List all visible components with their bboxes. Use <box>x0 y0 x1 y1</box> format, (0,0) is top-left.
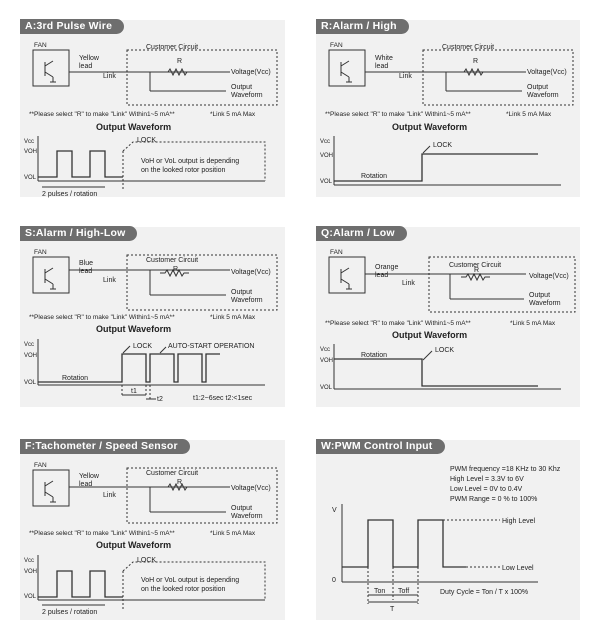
link-label: Link <box>399 73 412 80</box>
fan-label: FAN <box>330 249 343 256</box>
fan-label: FAN <box>34 462 47 469</box>
vcc-label: Vcc <box>24 139 35 145</box>
lock-label: LOCK <box>435 347 455 354</box>
lead-word: lead <box>79 481 93 488</box>
link-label: Link <box>103 277 116 284</box>
waveform-title: Output Waveform <box>392 330 468 340</box>
waveform-title: Output Waveform <box>96 540 172 550</box>
duty-cycle-formula: Duty Cycle = Ton / T x 100% <box>440 589 529 596</box>
voh-label: VOH <box>320 153 334 159</box>
panel-f <box>20 440 285 620</box>
zero-label: 0 <box>332 577 336 584</box>
customer-circuit-label: Customer Circuit <box>442 44 495 51</box>
link-label: Link <box>103 492 116 499</box>
description-line1: VoH or VoL output is depending <box>141 577 240 584</box>
fan-label: FAN <box>34 42 47 49</box>
transistor-icon <box>341 61 352 82</box>
resistor-icon <box>163 69 192 75</box>
vol-label: VOL <box>24 380 37 386</box>
spec-high-level: High Level = 3.3V to 6V <box>450 476 524 483</box>
vol-label: VOL <box>320 385 333 391</box>
note: **Please select "R" to make "Link" Within1~5 mA** <box>325 111 471 118</box>
lock-label: LOCK <box>133 343 153 350</box>
fan-box <box>33 50 69 86</box>
waveform-title: Output Waveform <box>96 122 172 132</box>
fan-label: FAN <box>330 42 343 49</box>
t2-label: t2 <box>157 396 163 403</box>
panel-q-title: Q:Alarm / Low <box>316 226 407 241</box>
transistor-icon <box>45 481 56 502</box>
lock-label: LOCK <box>137 557 157 564</box>
lead-color: Blue <box>79 260 94 267</box>
lock-label: LOCK <box>433 142 453 149</box>
vcc-label: Vcc <box>320 347 331 353</box>
high-level-label: High Level <box>502 518 536 525</box>
fan-box <box>33 470 69 506</box>
lead-word: lead <box>375 272 389 279</box>
link-max: *Link 5 mA Max <box>210 111 256 118</box>
panel-s-title: S:Alarm / High-Low <box>20 226 137 241</box>
voltage-label: Voltage(Vcc) <box>231 269 271 276</box>
description-line1: VoH or VoL output is depending <box>141 158 240 165</box>
voh-label: VOH <box>24 149 38 155</box>
link-max: *Link 5 mA Max <box>510 320 556 327</box>
waveform-label: Waveform <box>527 92 559 99</box>
vcc-label: Vcc <box>24 342 35 348</box>
output-wave <box>38 571 123 597</box>
panel-r-diagram <box>316 20 580 197</box>
ton-label: Ton <box>374 588 386 595</box>
rotation-label: Rotation <box>62 375 89 382</box>
voltage-label: Voltage(Vcc) <box>231 485 271 492</box>
toff-label: Toff <box>398 588 410 595</box>
pulses-label: 2 pulses / rotation <box>42 609 98 616</box>
lead-word: lead <box>79 268 93 275</box>
rotation-label: Rotation <box>361 352 388 359</box>
customer-circuit-label: Customer Circuit <box>449 262 502 269</box>
voh-label: VOH <box>24 569 38 575</box>
link-max: *Link 5 mA Max <box>506 111 552 118</box>
panel-w-diagram <box>316 440 580 620</box>
vol-label: VOL <box>320 179 333 185</box>
voltage-label: Voltage(Vcc) <box>529 273 569 280</box>
customer-circuit-label: Customer Circuit <box>146 257 199 264</box>
description-line2: on the looked rotor position <box>141 586 226 593</box>
resistor-icon <box>459 69 488 75</box>
customer-circuit-label: Customer Circuit <box>146 44 199 51</box>
panel-r-title: R:Alarm / High <box>316 19 409 34</box>
transistor-icon <box>45 268 56 289</box>
vcc-label: Vcc <box>24 558 35 564</box>
vol-label: VOL <box>24 594 37 600</box>
t1-label: t1 <box>131 388 137 395</box>
panel-w <box>316 440 580 620</box>
link-max: *Link 5 mA Max <box>210 314 256 321</box>
auto-start-label: AUTO-START OPERATION <box>168 343 255 350</box>
link-max: *Link 5 mA Max <box>210 530 256 537</box>
pulses-label: 2 pulses / rotation <box>42 191 98 198</box>
panel-f-title: F:Tachometer / Speed Sensor <box>20 439 190 454</box>
period-label: T <box>390 606 395 613</box>
voh-label: VOH <box>320 358 334 364</box>
panel-s <box>20 227 285 407</box>
note: **Please select "R" to make "Link" Within1~5 mA** <box>29 530 175 537</box>
link-label: Link <box>402 280 415 287</box>
fan-label: FAN <box>34 249 47 256</box>
panel-a <box>20 20 285 197</box>
spec-pwm-range: PWM Range = 0 % to 100% <box>450 496 538 503</box>
transistor-icon <box>45 61 56 82</box>
output-label: Output <box>529 292 551 299</box>
resistor-label: R <box>177 58 183 65</box>
panel-q-diagram <box>316 227 580 407</box>
resistor-label: R <box>173 266 179 273</box>
spec-low-level: Low Level = 0V to 0.4V <box>450 486 523 493</box>
lead-color: White <box>375 55 393 62</box>
output-label: Output <box>231 84 253 91</box>
customer-circuit-label: Customer Circuit <box>146 470 199 477</box>
spec-frequency: PWM frequency =18 KHz to 30 Khz <box>450 466 561 473</box>
panel-r <box>316 20 580 197</box>
panel-q <box>316 227 580 407</box>
waveform-label: Waveform <box>231 297 263 304</box>
output-label: Output <box>231 505 253 512</box>
output-wave <box>38 151 123 177</box>
lead-color: Yellow <box>79 473 99 480</box>
waveform-label: Waveform <box>231 513 263 520</box>
resistor-label: R <box>474 267 480 274</box>
lead-color: Orange <box>375 264 399 271</box>
lead-color: Yellow <box>79 55 99 62</box>
voh-label: VOH <box>24 353 38 359</box>
v-axis-label: V <box>332 507 337 514</box>
fan-box <box>33 257 69 293</box>
description-line2: on the looked rotor position <box>141 167 226 174</box>
waveform-title: Output Waveform <box>96 324 172 334</box>
note: **Please select "R" to make "Link" Within1~5 mA** <box>29 111 175 118</box>
output-label: Output <box>231 289 253 296</box>
resistor-icon <box>461 274 490 280</box>
lead-word: lead <box>375 63 389 70</box>
vol-label: VOL <box>24 175 37 181</box>
waveform-title: Output Waveform <box>392 122 468 132</box>
pwm-wave <box>342 520 466 567</box>
vcc-label: Vcc <box>320 139 331 145</box>
note: **Please select "R" to make "Link" Within1~5 mA** <box>29 314 175 321</box>
panel-a-title: A:3rd Pulse Wire <box>20 19 124 34</box>
low-level-label: Low Level <box>502 565 534 572</box>
panel-s-diagram <box>20 227 285 407</box>
note: **Please select "R" to make "Link" Within1~5 mA** <box>325 320 471 327</box>
panel-w-title: W:PWM Control Input <box>316 439 445 454</box>
lead-word: lead <box>79 63 93 70</box>
output-label: Output <box>527 84 549 91</box>
resistor-label: R <box>473 58 479 65</box>
waveform-label: Waveform <box>231 92 263 99</box>
lock-label: LOCK <box>137 137 157 144</box>
timing-note: t1:2~6sec t2:<1sec <box>193 395 253 402</box>
panel-a-diagram <box>20 20 285 197</box>
transistor-icon <box>341 268 352 289</box>
panel-f-diagram <box>20 440 285 620</box>
waveform-label: Waveform <box>529 300 561 307</box>
resistor-label: R <box>177 479 183 486</box>
rotation-label: Rotation <box>361 173 388 180</box>
fan-box <box>329 50 365 86</box>
voltage-label: Voltage(Vcc) <box>527 69 567 76</box>
fan-box <box>329 257 365 293</box>
link-label: Link <box>103 73 116 80</box>
voltage-label: Voltage(Vcc) <box>231 69 271 76</box>
output-wave <box>334 359 538 386</box>
